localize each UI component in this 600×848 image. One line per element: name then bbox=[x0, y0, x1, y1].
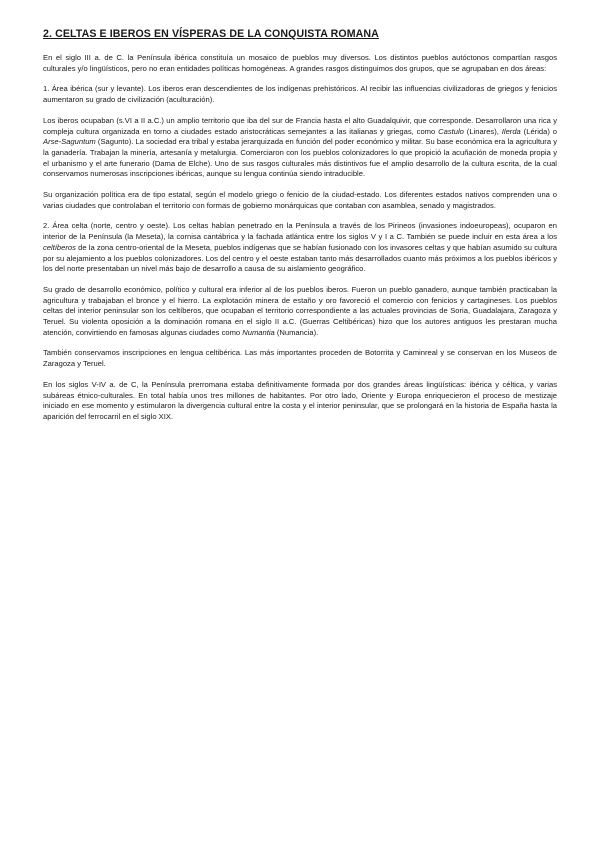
place-name-arse-saguntum: Arse-Saguntum bbox=[43, 137, 96, 147]
text-run: (Numancia). bbox=[274, 327, 319, 337]
conclusion-paragraph: En los siglos V-IV a. de C, la Península prerromana estaba definitivamente formada por dos grandes áreas lingüísticas: ibérica y céltica, y varias subáreas étnico-culturales. En total había unos tres millones de habitantes. Por otro lado, Oriente y Europa enriquecieron el proceso de mestizaje iniciado en ese momento y estimularon la divergencia cultural entre la costa y el interior peninsular, que se prolongará en la historia de España hasta la aparición del ferrocarril en el siglo XIX. bbox=[43, 379, 557, 421]
text-run: Su grado de desarrollo económico, político y cultural era inferior al de los pueblos iberos. Fueron un pueblo ganadero, aunque también practicaban la agricultura y trabajaban el bronce y el hierro. La explotación minera de estaño y oro favoreció el comercio con fenicios y cartagineses. Los pueblos celtas del interior peninsular son los celtíberos, que ocupaban el territorio correspondiente a las actuales provincias de Soria, Guadalajara, Zaragoza y Teruel. Su violenta oposición a la dominación romana en el siglo II a.C. (Guerras Celtibéricas) hizo que los autores antiguos les prestaran mucha atención, convirtiendo en famosas algunas ciudades como bbox=[43, 284, 557, 337]
celtic-development-paragraph bbox=[43, 285, 557, 339]
text-run: de la zona centro-oriental de la Meseta, pueblos indígenas que se habían fusionado con los invasores celtas y que habían asumido su cultura por su alejamiento a los pueblos colonizadores. Los del centro y el oeste estaban tanto más desarrollados cuanto más próximos a los pueblos ibéricos y los del norte presentaban un nivel más bajo de desarrollo a causa de su aislamiento geográfico. bbox=[43, 242, 557, 274]
place-name-numantia: Numantia bbox=[242, 327, 275, 337]
text-run: (Lérida) o bbox=[520, 126, 557, 136]
section-title: 2. CELTAS E IBEROS EN VÍSPERAS DE LA CONQUISTA ROMANA bbox=[43, 28, 379, 40]
iberian-area-paragraph: 1. Área ibérica (sur y levante). Los iberos eran descendientes de los indígenas prehistóricos. Al recibir las influencias civilizadoras de griegos y fenicios aumentaron su grado de civilización (aculturación). bbox=[43, 84, 557, 105]
iberian-politics-paragraph: Su organización política era de tipo estatal, según el modelo griego o fenicio de la ciudad-estado. Los diferentes estados nativos comprenden una o varias ciudades que controlaban el territorio con formas de gobierno monárquicas que contaban con asamblea, senado y magistrados. bbox=[43, 190, 557, 210]
term-celtiberos: celtíberos bbox=[43, 242, 76, 252]
celtic-area-paragraph bbox=[43, 221, 557, 275]
text-run: (Linares), bbox=[463, 126, 502, 136]
place-name-castulo: Castulo bbox=[438, 126, 464, 136]
iberian-culture-paragraph bbox=[43, 116, 557, 180]
celtiberian-inscriptions-paragraph: También conservamos inscripciones en lengua celtibérica. Las más importantes proceden de Botorrita y Caminreal y se conservan en los Museos de Zaragoza y Teruel. bbox=[43, 348, 557, 369]
text-run: (Sagunto). La sociedad era tribal y estaba jerarquizada en función del poder económico y militar. Su base económica era la agricultura y la ganadería. Trabajan la minería, artesanía y metalurgia. Comerciaron con los pueblos colonizadores lo que propició la acuñación de moneda propia y el urbanismo y el arte funerario (Dama de Elche). Uno de sus rasgos culturales más distintivos fue el amplio desarrollo de la cultura escrita, de la cual conservamos numerosas inscripciones ibéricas, aunque su lengua continúa siendo intraducible. bbox=[43, 137, 557, 179]
text-run: 2. Área celta (norte, centro y oeste). Los celtas habían penetrado en la Península a través de los Pirineos (invasiones indoeuropeas), ocuparon en interior de la Península (la Meseta), la cornisa cantábrica y la fachada atlántica entre los siglos V y I a C. También se puede incluir en esta área a los bbox=[43, 221, 557, 242]
place-name-ilerda: Ilerda bbox=[501, 126, 521, 136]
text-run: Los iberos ocupaban (s.VI a II a.C.) un amplio territorio que iba del sur de Francia hasta el alto Guadalquivir, que corresponde. Desarrollaron una rica y compleja cultura organizada en torno a ciudades estado aristocráticas semejantes a las italianas y griegas, como bbox=[43, 115, 557, 136]
intro-paragraph: En el siglo III a. de C. la Península ibérica constituía un mosaico de pueblos muy diversos. Los distintos pueblos autóctonos compartían rasgos culturales y/o lingüísticos, pero no eran entidades políticas homogéneas. A grandes rasgos distinguimos dos grupos, que se agrupaban en dos áreas: bbox=[43, 53, 557, 73]
